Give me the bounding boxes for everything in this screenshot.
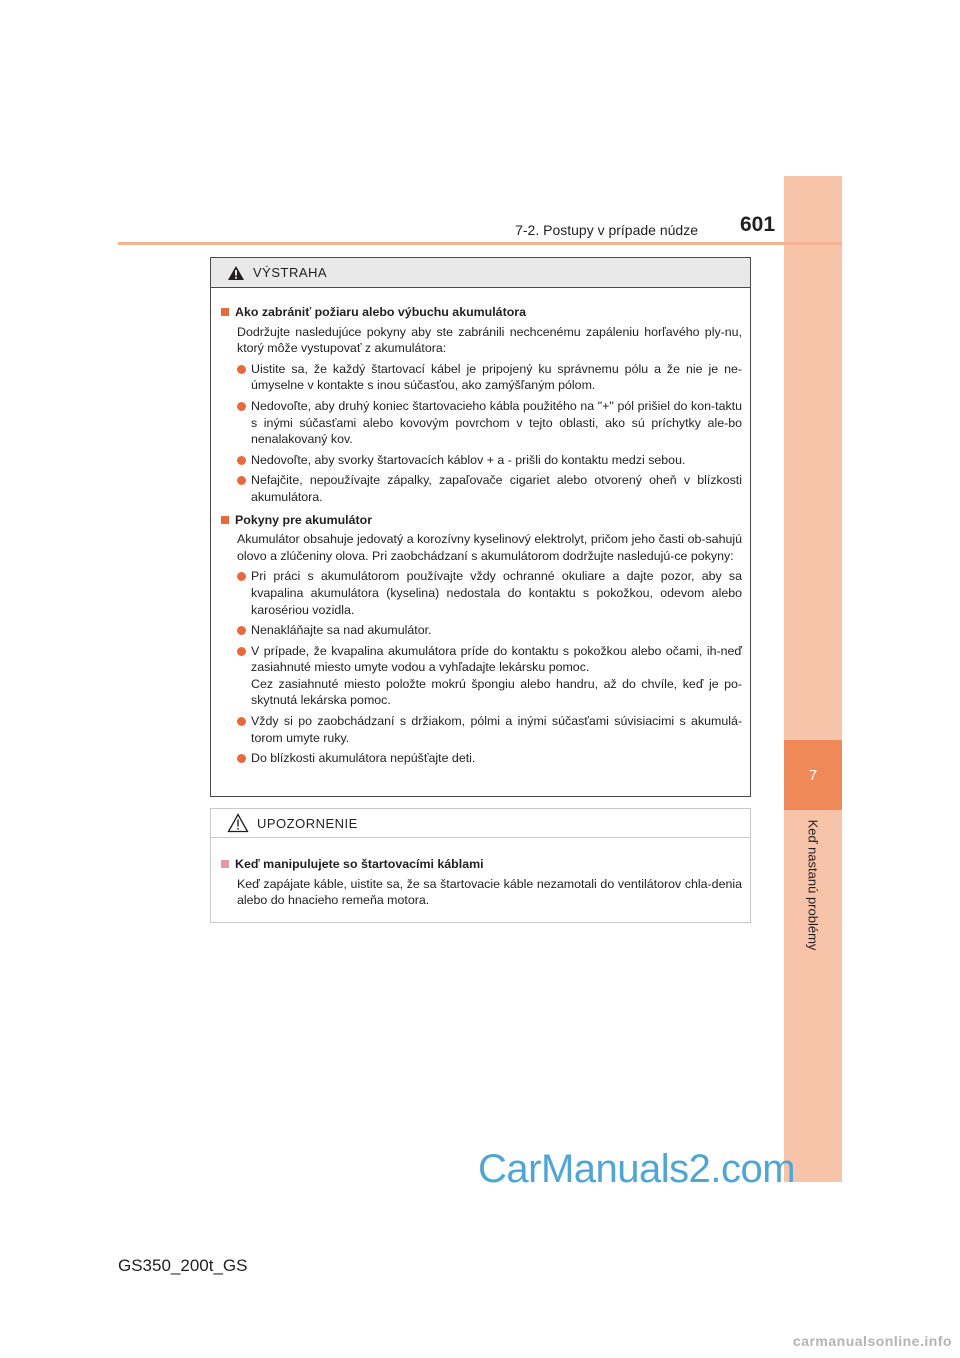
caution-heading: UPOZORNENIE [257, 815, 358, 831]
bullet-dot-icon [237, 572, 246, 581]
chapter-title: Keď nastanú problémy [805, 819, 821, 951]
caution-triangle-icon [227, 813, 249, 833]
list-item: Pri práci s akumulátorom používajte vždy ochranné okuliare a dajte pozor, aby sa kvapalina akumulátora (kyselina) nedostala do kontaktu s pokožkou, odevom alebo karosériou vozidla. [237, 568, 742, 618]
bullet-dot-icon [237, 476, 246, 485]
model-code: GS350_200t_GS [118, 1256, 248, 1275]
warning-header [211, 258, 750, 288]
section-heading: Pokyny pre akumulátor [221, 512, 742, 529]
list-item: Do blízkosti akumulátora nepúšťajte deti. [237, 750, 742, 767]
bullet-dot-icon [237, 365, 246, 374]
bullet-dot-icon [237, 402, 246, 411]
square-bullet-icon [221, 860, 229, 868]
list-item: Uistite sa, že každý štartovací kábel je pripojený ku správnemu pólu a že nie je ne-úmyselne v kontakte s inou súčasťou, ako zamýšľaným pólom. [237, 361, 742, 394]
watermark-carmanualsonline: carmanualsonline.info [792, 1333, 952, 1349]
list-item: Vždy si po zaobchádzaní s držiakom, pólmi a inými súčasťami súvisiacimi s akumulá-torom umyte ruky. [237, 713, 742, 746]
warning-heading: VÝSTRAHA [253, 265, 328, 280]
bullet-dot-icon [237, 456, 246, 465]
chapter-side-tab [784, 176, 842, 1182]
list-item: Nenakláňajte sa nad akumulátor. [237, 622, 742, 639]
watermark-carmanuals2: CarManuals2.com [478, 1147, 796, 1191]
caution-header [211, 809, 750, 838]
caution-box [210, 808, 751, 923]
section-text: Akumulátor obsahuje jedovatý a korozívny kyselinový elektrolyt, pričom jeho časti ob-sahujú olovo a zlúčeniny olova. Pri zaobchádzaní s akumulátorom dodržujte nasledujú-ce pokyny: [237, 532, 742, 563]
bullet-dot-icon [237, 717, 246, 726]
list-item: Nedovoľte, aby svorky štartovacích káblov + a - prišli do kontaktu medzi sebou. [237, 452, 742, 469]
warning-triangle-icon [227, 265, 245, 281]
square-bullet-icon [221, 308, 229, 316]
page-number: 601 [740, 213, 776, 236]
bullet-dot-icon [237, 626, 246, 635]
section-title: 7-2. Postupy v prípade núdze [515, 222, 698, 238]
section-text: Keď zapájate káble, uistite sa, že sa štartovacie káble nezamotali do ventilátorov chla-denia alebo do hnacieho remeňa motora. [237, 876, 742, 908]
section-heading: Keď manipulujete so štartovacími káblami [221, 856, 742, 873]
square-bullet-icon [221, 516, 229, 524]
list-item: Nefajčite, nepoužívajte zápalky, zapaľovače cigariet alebo otvorený oheň v blízkosti akumulátora. [237, 472, 742, 505]
bullet-dot-icon [237, 754, 246, 763]
warning-box [210, 257, 751, 797]
chapter-number: 7 [784, 740, 842, 810]
section-text: Dodržujte nasledujúce pokyny aby ste zabránili nechcenému zapáleniu horľavého ply-nu, ktorý môže vystupovať z akumulátora: [237, 324, 742, 356]
header-rule [118, 242, 842, 245]
list-item: V prípade, že kvapalina akumulátora príde do kontaktu s pokožkou alebo očami, ih-neď zasiahnuté miesto umyte vodou a vyhľadajte lekársku pomoc. Cez zasiahnuté miesto položte mokrú špongiu alebo handru, až do chvíle, keď je po-skytnutá lekárska pomoc. [237, 643, 742, 709]
section-heading: Ako zabrániť požiaru alebo výbuchu akumulátora [221, 304, 742, 321]
bullet-dot-icon [237, 647, 246, 656]
list-item: Nedovoľte, aby druhý koniec štartovacieho kábla použitého na "+" pól prišiel do kon-taktu s inými súčasťami alebo kovovým povrchom v tejto oblasti, ako sú príchytky ale-bo nenalakovaný kov. [237, 398, 742, 448]
